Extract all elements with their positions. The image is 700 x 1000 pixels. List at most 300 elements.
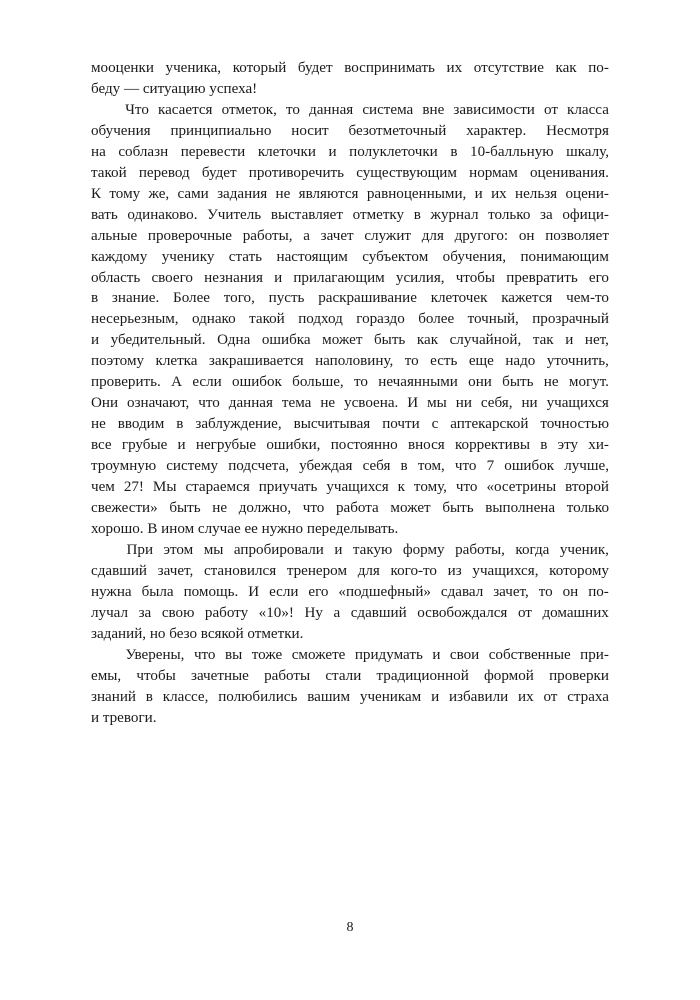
word: выполнена — [485, 500, 556, 517]
word: как — [416, 332, 439, 349]
word: раскрашивание — [318, 290, 417, 307]
word: он — [518, 227, 535, 244]
word: подсчета, — [228, 458, 290, 475]
word: к — [397, 479, 405, 496]
word: по- — [588, 60, 609, 76]
word: Ну — [304, 604, 323, 621]
word: сдавал — [440, 583, 484, 600]
word: для — [421, 227, 444, 244]
word: являются — [298, 185, 359, 202]
word: емы, — [91, 667, 122, 684]
word: помощь. — [183, 583, 239, 600]
word: зачетные — [191, 667, 249, 684]
text-line — [91, 163, 609, 184]
word: «осетрины — [486, 479, 557, 496]
word: класса — [567, 101, 609, 118]
word: данная — [309, 101, 354, 118]
text-line — [91, 414, 609, 435]
word: форму — [402, 541, 445, 558]
word: воспринимать — [344, 60, 435, 76]
word: учащихся, — [472, 562, 539, 579]
word: равноценными, — [366, 185, 467, 202]
word: своего — [151, 269, 193, 286]
word: однако — [191, 311, 236, 328]
text-line — [91, 393, 609, 414]
word: ни — [455, 395, 472, 412]
word: на — [91, 143, 106, 160]
word: тому — [109, 185, 141, 202]
word: в — [176, 416, 184, 433]
word: в — [91, 290, 99, 307]
word: не — [91, 416, 106, 433]
text-line: беду — ситуацию успеха! — [91, 80, 258, 97]
word: из — [447, 562, 462, 579]
text-line — [91, 142, 609, 163]
word: стали — [325, 667, 362, 684]
text-line — [91, 288, 609, 309]
word: зачет, — [157, 562, 194, 579]
word: обучения — [91, 122, 151, 139]
word: то — [285, 101, 300, 118]
word: соблазн — [118, 143, 169, 160]
word: офици- — [562, 206, 609, 223]
text-line — [91, 184, 609, 205]
text-line — [91, 309, 609, 330]
word: того, — [223, 290, 255, 307]
word: только — [566, 500, 609, 517]
word: не — [212, 500, 228, 517]
text-line — [91, 58, 609, 79]
word: 7 — [486, 458, 495, 475]
word: ученику — [161, 248, 215, 265]
word: может — [390, 500, 431, 517]
word: не — [543, 374, 559, 391]
word: сдавший — [91, 562, 147, 579]
word: клеточек — [430, 290, 488, 307]
text-line — [91, 247, 609, 268]
word: постоянно — [330, 437, 398, 454]
word: превратить — [506, 269, 578, 286]
word: когда — [515, 541, 550, 558]
word: негрубые — [195, 437, 257, 454]
word: свои — [449, 646, 480, 663]
word: нужна — [91, 583, 132, 600]
text-line — [91, 687, 609, 708]
word: аптекарской — [450, 416, 529, 433]
word: клетка — [155, 353, 198, 370]
word: мооценки — [91, 60, 154, 76]
word: кажется — [501, 290, 553, 307]
word: хи- — [588, 437, 609, 454]
word: для — [357, 562, 380, 579]
word: становился — [203, 562, 277, 579]
word: формой — [484, 667, 534, 684]
text-line — [91, 582, 609, 603]
text-line — [91, 330, 609, 351]
word: касается — [157, 101, 213, 118]
word: такой — [249, 311, 285, 328]
word: традиционной — [376, 667, 469, 684]
word: второй — [565, 479, 609, 496]
word: учащихся — [326, 479, 389, 496]
word: такой — [91, 164, 127, 181]
word: их — [518, 688, 534, 705]
word: его — [588, 269, 609, 286]
word: работы — [264, 667, 311, 684]
word: в — [540, 437, 548, 454]
word: почти — [382, 416, 420, 433]
word: сдавший — [350, 604, 407, 621]
word: выставляет — [270, 206, 343, 223]
word: зачет — [320, 227, 354, 244]
word: а — [303, 227, 310, 244]
word: безотметочный — [348, 122, 447, 139]
word: знаний — [91, 688, 136, 705]
word: и — [328, 143, 337, 160]
word: перевод — [138, 164, 190, 181]
page-number: 8 — [346, 920, 354, 935]
word: могут. — [568, 374, 609, 391]
word: оценивания. — [529, 164, 609, 181]
word: точностью — [540, 416, 609, 433]
word: шкалу, — [566, 143, 609, 160]
word: чтобы — [136, 667, 176, 684]
word: при- — [580, 646, 609, 663]
word: же, — [148, 185, 170, 202]
text-line: заданий, но безо всякой отметки. — [91, 625, 304, 642]
word: Они — [91, 395, 119, 412]
word: клеточки — [257, 143, 316, 160]
word: свою — [161, 604, 195, 621]
word: систему — [166, 458, 219, 475]
word: апробировали — [233, 541, 324, 558]
word: в — [400, 458, 408, 475]
word: если — [192, 374, 222, 391]
word: классе, — [162, 688, 209, 705]
word: вать — [91, 206, 118, 223]
word: лучше, — [564, 458, 609, 475]
word: «10»! — [258, 604, 294, 621]
word: они — [468, 374, 492, 391]
word: нормам — [469, 164, 518, 181]
word: от — [517, 604, 532, 621]
word: область — [91, 269, 141, 286]
word: «подшефный» — [338, 583, 431, 600]
word: ошибка — [261, 332, 311, 349]
word: страха — [567, 688, 609, 705]
word: Одна — [217, 332, 251, 349]
word: за — [540, 206, 553, 223]
paragraph — [91, 58, 609, 100]
word: и — [91, 332, 100, 349]
word: грубые — [121, 437, 168, 454]
word: тоже — [251, 646, 283, 663]
word: быть — [169, 500, 201, 517]
word: чем — [91, 479, 115, 496]
word: приучать — [258, 479, 318, 496]
word: как — [555, 60, 577, 76]
word: только — [488, 206, 531, 223]
word: одинаково. — [127, 206, 198, 223]
word: то — [538, 583, 553, 600]
word: себя, — [480, 395, 513, 412]
word: то — [354, 374, 368, 391]
word: полуклеточки — [349, 143, 438, 160]
word: 27! — [123, 479, 144, 496]
word: ученикам — [359, 688, 422, 705]
text-line — [91, 645, 609, 666]
word: тренером — [286, 562, 347, 579]
word: Уверены, — [125, 646, 185, 663]
text-line — [91, 372, 609, 393]
word: в — [450, 143, 458, 160]
text-line — [91, 456, 609, 477]
word: заблуждение, — [195, 416, 282, 433]
word: внося — [407, 437, 445, 454]
word: придумать — [354, 646, 423, 663]
word: и — [334, 541, 343, 558]
text-line — [91, 351, 609, 372]
word: за — [138, 604, 152, 621]
word: прозрачный — [532, 311, 609, 328]
word: кого-то — [390, 562, 437, 579]
word: не — [320, 395, 336, 412]
word: проверить. — [91, 374, 161, 391]
word: и — [474, 185, 483, 202]
word: должно, — [238, 500, 292, 517]
word: задания — [217, 185, 268, 202]
page-body-text — [91, 58, 609, 729]
word: подход — [298, 311, 343, 328]
word: ученика, — [165, 60, 222, 76]
word: свежести» — [91, 500, 158, 517]
word: нельзя — [515, 185, 558, 202]
word: есть — [430, 353, 458, 370]
word: проверочные — [147, 227, 233, 244]
word: При — [126, 541, 154, 558]
text-line — [91, 498, 609, 519]
word: мы — [427, 395, 447, 412]
word: система — [362, 101, 414, 118]
paragraph — [91, 645, 609, 729]
text-line — [91, 205, 609, 226]
word: который — [232, 60, 287, 76]
word: вашим — [307, 688, 351, 705]
word: ученик, — [559, 541, 609, 558]
word: лучал — [91, 604, 129, 621]
word: И — [248, 583, 260, 600]
word: что — [455, 479, 478, 496]
word: точный, — [467, 311, 519, 328]
word: нечаянными — [378, 374, 458, 391]
word: и — [431, 688, 440, 705]
word: такую — [352, 541, 393, 558]
word: настоящим — [276, 248, 348, 265]
word: вводим — [117, 416, 165, 433]
paragraph — [91, 100, 609, 540]
word: избавили — [448, 688, 509, 705]
word: с — [431, 416, 439, 433]
word: вне — [422, 101, 445, 118]
word: ошибки, — [266, 437, 321, 454]
word: работы, — [455, 541, 505, 558]
text-line — [91, 268, 609, 289]
word: поэтому — [91, 353, 145, 370]
word: все — [91, 437, 112, 454]
word: тому, — [413, 479, 447, 496]
word: стараемся — [185, 479, 250, 496]
word: а — [333, 604, 341, 621]
word: он — [562, 583, 579, 600]
word: чем-то — [566, 290, 609, 307]
word: данная — [228, 395, 273, 412]
word: высчитывая — [293, 416, 371, 433]
word: противоречить — [248, 164, 345, 181]
word: быть — [442, 500, 474, 517]
word: ошибок — [232, 374, 282, 391]
word: прилагающим — [293, 269, 385, 286]
word: мы — [203, 541, 224, 558]
word: ошибок — [504, 458, 555, 475]
word: пусть — [268, 290, 305, 307]
text-line — [91, 561, 609, 582]
word: их — [491, 185, 507, 202]
word: закрашивается — [208, 353, 304, 370]
word: может — [322, 332, 363, 349]
text-line — [91, 477, 609, 498]
word: по- — [588, 583, 609, 600]
word: знание. — [111, 290, 160, 307]
word: и — [565, 332, 574, 349]
word: уточнить, — [546, 353, 609, 370]
word: зависимости — [453, 101, 535, 118]
text-line — [91, 540, 609, 561]
word: работа — [335, 500, 379, 517]
word: И — [407, 395, 419, 412]
word: другого: — [454, 227, 509, 244]
paragraph — [91, 540, 609, 645]
word: коррективы — [454, 437, 530, 454]
word: отметку — [352, 206, 405, 223]
word: убеждая — [299, 458, 353, 475]
word: Мы — [152, 479, 177, 496]
word: альные — [91, 227, 138, 244]
word: не — [275, 185, 291, 202]
word: учащихся — [546, 395, 609, 412]
word: этом — [163, 541, 194, 558]
word: надо — [505, 353, 536, 370]
word: стать — [228, 248, 263, 265]
word: наполовину, — [315, 353, 394, 370]
word: его — [308, 583, 329, 600]
word: что — [198, 395, 220, 412]
word: обучения, — [442, 248, 507, 265]
word: чтобы — [455, 269, 496, 286]
word: тема — [281, 395, 312, 412]
word: вы — [224, 646, 243, 663]
text-line — [91, 226, 609, 247]
word: журнал — [430, 206, 479, 223]
word: незнания — [204, 269, 263, 286]
word: и — [274, 269, 283, 286]
word: К — [91, 185, 102, 202]
text-line: хорошо. В ином случае ее нужно переделывать. — [91, 520, 399, 537]
word: характер. — [466, 122, 527, 139]
word: домашних — [542, 604, 609, 621]
word: от — [543, 688, 558, 705]
word: означают, — [127, 395, 190, 412]
word: в — [145, 688, 153, 705]
word: Учитель — [207, 206, 262, 223]
word: то — [404, 353, 419, 370]
text-line — [91, 435, 609, 456]
text-line — [91, 666, 609, 687]
word: себя — [362, 458, 391, 475]
word: их — [446, 60, 463, 76]
word: и — [432, 646, 441, 663]
word: позволяет — [545, 227, 609, 244]
word: несерьезным, — [91, 311, 179, 328]
text-line: и тревоги. — [91, 709, 157, 726]
word: А — [171, 374, 183, 391]
word: гораздо — [356, 311, 405, 328]
word: в — [413, 206, 421, 223]
word: и — [177, 437, 186, 454]
word: оцени- — [565, 185, 609, 202]
word: отсутствие — [473, 60, 544, 76]
word: что — [302, 500, 325, 517]
word: что — [454, 458, 477, 475]
word: быть — [502, 374, 534, 391]
word: отметок, — [221, 101, 277, 118]
word: зачет, — [493, 583, 529, 600]
word: принципиально — [170, 122, 272, 139]
word: нет, — [584, 332, 609, 349]
word: еще — [468, 353, 494, 370]
word: которому — [549, 562, 609, 579]
word: усвоена. — [344, 395, 399, 412]
word: что — [193, 646, 216, 663]
word: будет — [201, 164, 237, 181]
word: носит — [291, 122, 329, 139]
word: усилия, — [395, 269, 445, 286]
word: сможете — [291, 646, 346, 663]
word: работу — [204, 604, 249, 621]
word: перевести — [180, 143, 246, 160]
word: убедительный. — [110, 332, 206, 349]
word: проверки — [549, 667, 609, 684]
word: троумную — [91, 458, 157, 475]
word: так — [532, 332, 554, 349]
word: каждому — [91, 248, 148, 265]
text-line — [91, 100, 609, 121]
word: существующим — [356, 164, 457, 181]
word: ни — [521, 395, 538, 412]
word: Несмотря — [546, 122, 609, 139]
word: освобождался — [417, 604, 508, 621]
word: субъектом — [362, 248, 429, 265]
word: быть — [374, 332, 406, 349]
word: от — [543, 101, 558, 118]
word: служит — [364, 227, 412, 244]
word: эту — [557, 437, 579, 454]
word: том, — [417, 458, 445, 475]
word: если — [269, 583, 299, 600]
word: сами — [177, 185, 209, 202]
word: была — [141, 583, 174, 600]
word: более — [418, 311, 455, 328]
word: случайной, — [449, 332, 522, 349]
